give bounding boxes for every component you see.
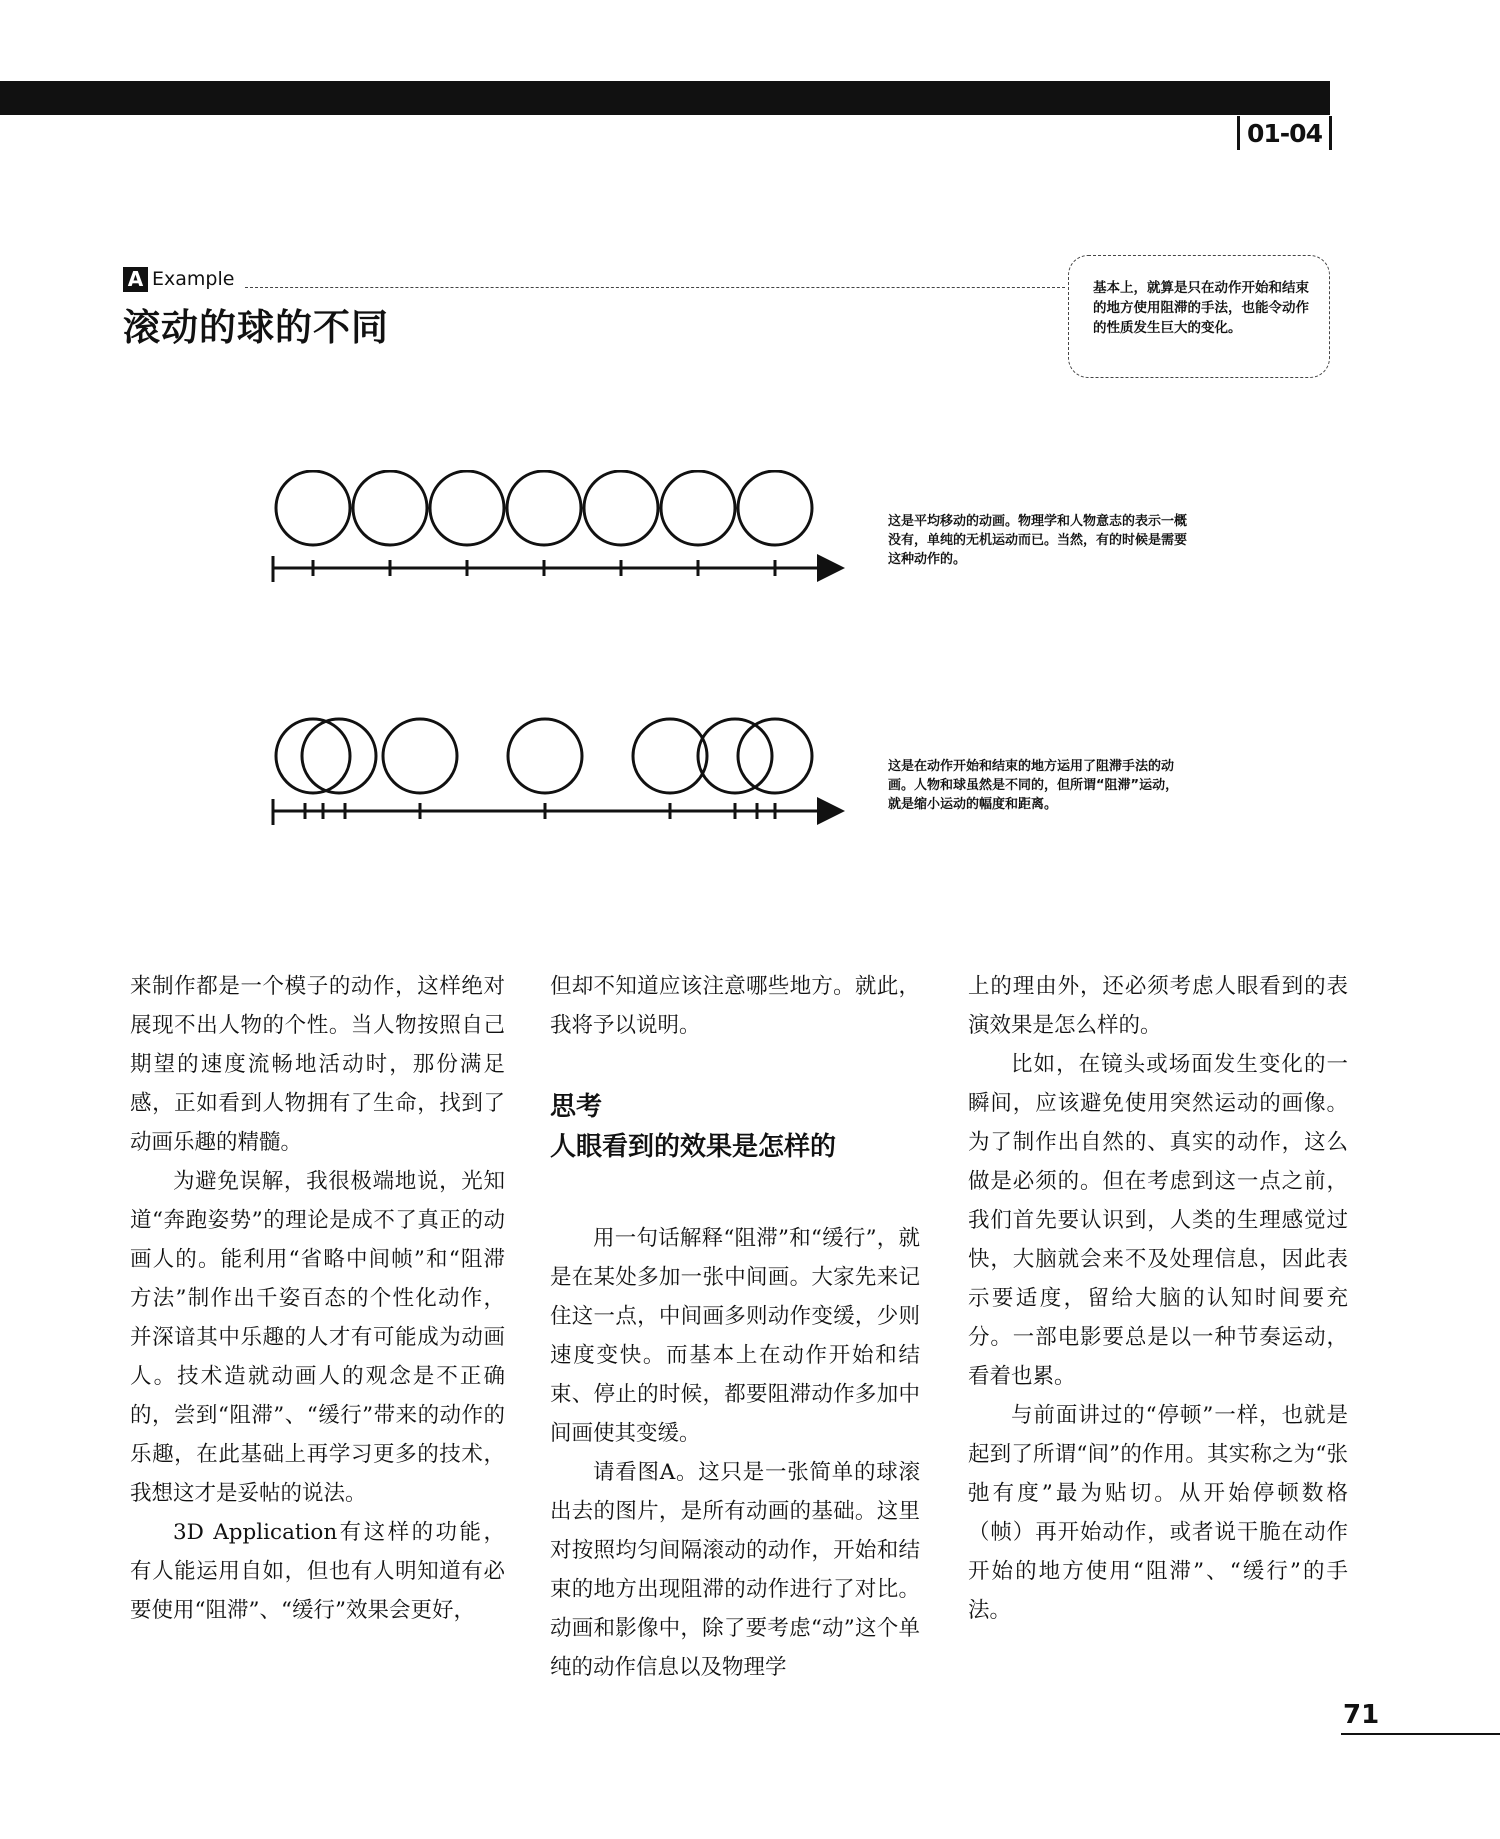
even-motion-diagram (265, 470, 845, 590)
example-letter: A (123, 267, 148, 292)
paragraph: 请看图A。这只是一张简单的球滚出去的图片，是所有动画的基础。这里对按照均匀间隔滚动的动作，开始和结束的地方出现阻滞的动作进行了对比。动画和影像中，除了要考虑“动”这个单纯的动作信息以及物理学 (550, 1460, 920, 1680)
heading-rule (245, 287, 1065, 288)
section-title: 滚动的球的不同 (123, 306, 389, 349)
ball-frame (633, 719, 707, 793)
body-column-2 (550, 967, 920, 1687)
side-note-text: 基本上，就算是只在动作开始和结束的地方使用阻滞的手法，也能令动作的性质发生巨大的变化。 (1093, 280, 1309, 336)
header-bar (0, 81, 1330, 115)
chapter-number: 01-04 (1247, 119, 1322, 148)
paragraph: 来制作都是一个模子的动作，这样绝对展现不出人物的个性。当人物按照自己期望的速度流畅地活动时，那份满足感，正如看到人物拥有了生命，找到了动画乐趣的精髓。 (130, 974, 505, 1155)
ball-frame (508, 719, 582, 793)
section-heading (123, 265, 389, 351)
paragraph: 用一句话解释“阻滞”和“缓行”，就是在某处多加一张中间画。大家先来记住这一点，中间画多则动作变缓，少则速度变快。而基本上在动作开始和结束、停止的时候，都要阻滞动作多加中间画使其变缓。 (550, 1226, 920, 1446)
ball-frame (698, 719, 772, 793)
paragraph: 上的理由外，还必须考虑人眼看到的表演效果是怎么样的。 (968, 974, 1348, 1038)
side-note (1068, 255, 1330, 378)
paragraph: 与前面讲过的“停顿”一样，也就是起到了所谓“间”的作用。其实称之为“张弛有度”最为贴切。从开始停顿数格（帧）再开始动作，或者说干脆在动作开始的地方使用“阻滞”、“缓行”的手法。 (968, 1403, 1348, 1623)
paragraph: 为避免误解，我很极端地说，光知道“奔跑姿势”的理论是成不了真正的动画人的。能利用“省略中间帧”和“阻滞方法”制作出千姿百态的个性化动作，并深谙其中乐趣的人才有可能成为动画人。技术造就动画人的观念是不正确的，尝到“阻滞”、“缓行”带来的动作的乐趣，在此基础上再学习更多的技术，我想这才是妥帖的说法。 (130, 1169, 505, 1506)
footer-rule (1341, 1733, 1500, 1735)
subsection-heading-line-1: 思考 (550, 1092, 603, 1122)
paragraph: 3D Application有这样的功能，有人能运用自如，但也有人明知道有必要使用“阻滞”、“缓行”效果会更好， (130, 1520, 505, 1623)
subsection-heading (550, 1087, 920, 1167)
subsection-heading-line-2: 人眼看到的效果是怎样的 (550, 1132, 837, 1162)
body-column-3 (968, 967, 1348, 1630)
page-number: 71 (1343, 1700, 1380, 1730)
timeline-arrowhead (817, 797, 845, 825)
ball-frame (507, 471, 581, 545)
ball-frame (661, 471, 735, 545)
diagram-caption: 这是在动作开始和结束的地方运用了阻滞手法的动画。人物和球虽然是不同的，但所谓“阻滞”运动，就是缩小运动的幅度和距离。 (888, 759, 1179, 812)
example-word: Example (152, 268, 235, 290)
paragraph: 比如，在镜头或场面发生变化的一瞬间，应该避免使用突然运动的画像。为了制作出自然的、真实的动作，这么做是必须的。但在考虑到这一点之前，我们首先要认识到，人类的生理感觉过快，大脑就会来不及处理信息，因此表示要适度，留给大脑的认知时间要充分。一部电影要总是以一种节奏运动，看着也累。 (968, 1052, 1348, 1389)
body-column-1 (130, 967, 505, 1630)
ball-frame (738, 471, 812, 545)
ease-motion-diagram (265, 708, 845, 828)
timeline-axis (273, 799, 825, 825)
ball-frame (276, 471, 350, 545)
example-tag (123, 265, 389, 293)
chapter-marker (1237, 116, 1332, 150)
timeline-arrowhead (817, 554, 845, 582)
ball-frame (584, 471, 658, 545)
ball-frame (430, 471, 504, 545)
timeline-axis (273, 556, 825, 582)
ball-frame (383, 719, 457, 793)
ball-frame (738, 719, 812, 793)
ball-frame (353, 471, 427, 545)
diagram-caption: 这是平均移动的动画。物理学和人物意志的表示一概没有，单纯的无机运动而已。当然，有的时候是需要这种动作的。 (888, 514, 1188, 567)
paragraph: 但却不知道应该注意哪些地方。就此，我将予以说明。 (550, 974, 920, 1038)
